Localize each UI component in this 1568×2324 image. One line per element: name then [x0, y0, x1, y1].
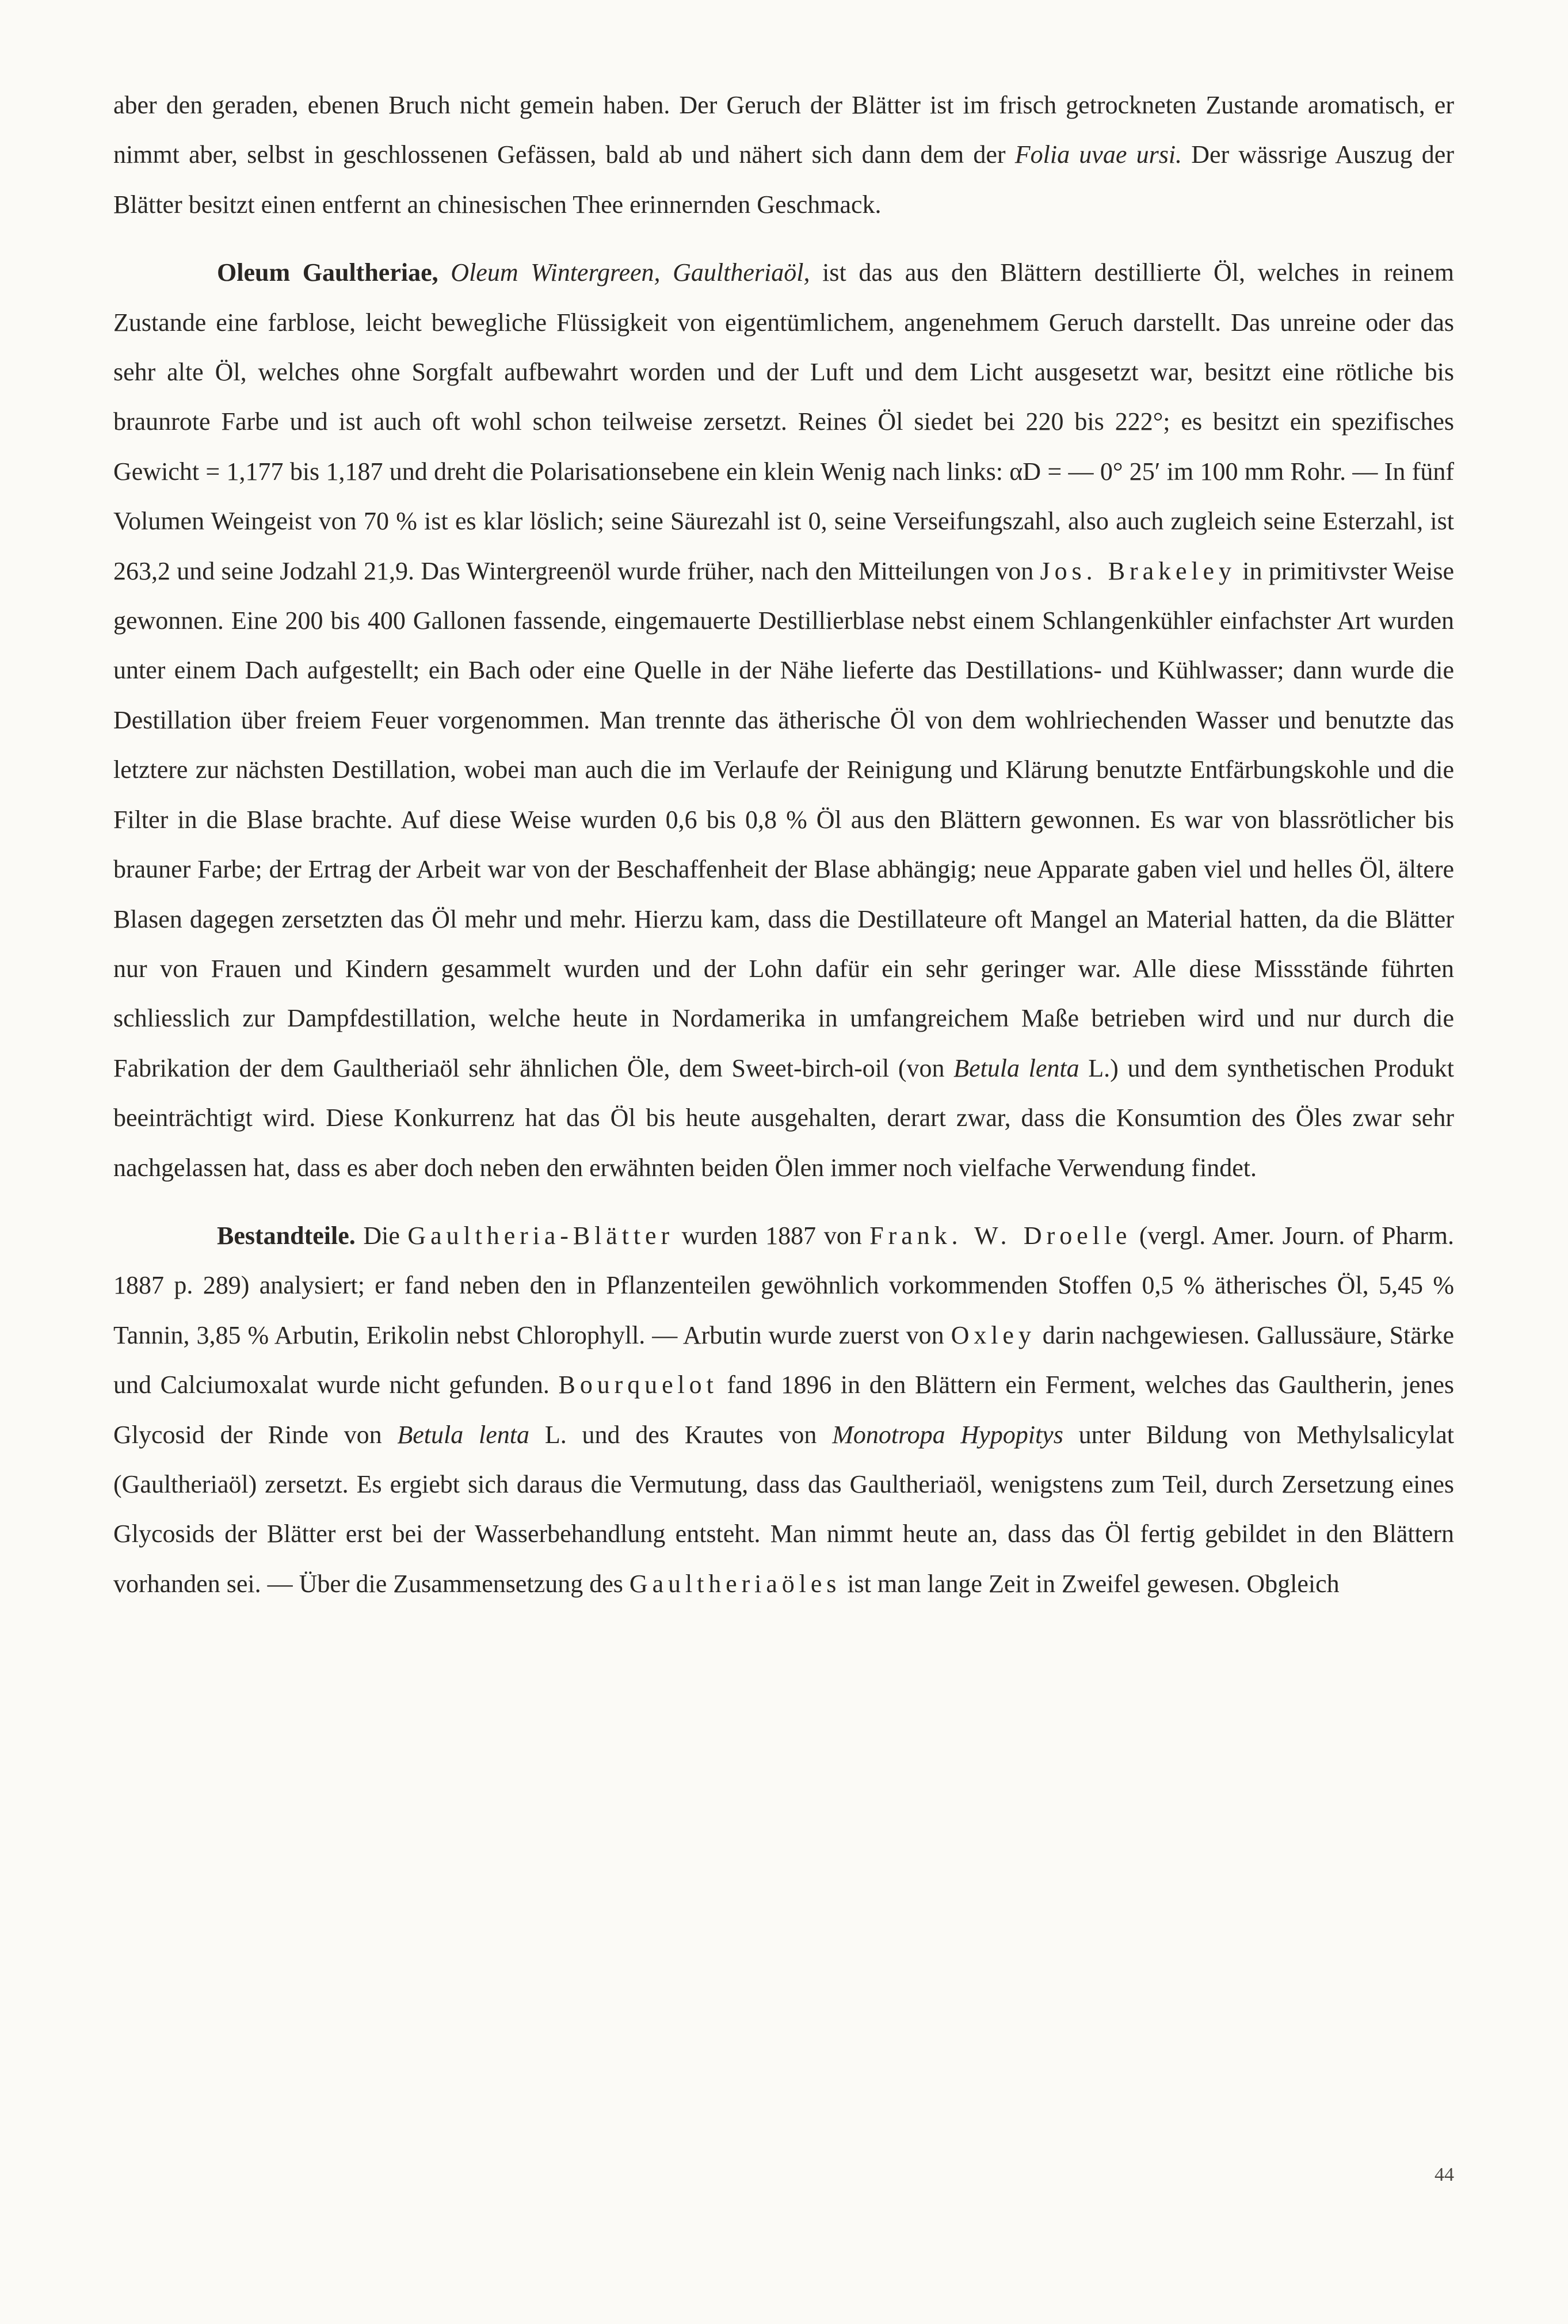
- text-segment: Gaultheriaöles: [629, 1569, 841, 1598]
- text-segment: Frank. W. Droelle: [869, 1221, 1132, 1250]
- text-segment: in primitivster Weise gewonnen. Eine 200 bis 400 Gallonen fassende, eingemauerte Destillierblase nebst einem Schlangenkühler einfachster Art wurden unter einem Dach aufgestellt; ein Bach oder eine Quelle in der Nähe lieferte das Destillations- und Kühlwasser; dann wurde die Destillation über freiem Feuer vorgenommen. Man trennte das ätherische Öl von dem wohlriechenden Wasser und benutzte das letztere zur nächsten Destillation, wobei man auch die im Verlaufe der Reinigung und Klärung benutzte Entfärbungskohle und die Filter in die Blase brachte. Auf diese Weise wurden 0,6 bis 0,8 % Öl aus den Blättern gewonnen. Es war von blassrötlicher bis brauner Farbe; der Ertrag der Arbeit war von der Beschaffenheit der Blase abhängig; neue Apparate gaben viel und helles Öl, ältere Blasen dagegen zersetzten das Öl mehr und mehr. Hierzu kam, dass die Destillateure oft Mangel an Material hatten, da die Blätter nur von Frauen und Kindern gesammelt wurden und der Lohn dafür ein sehr geringer war. Alle diese Missstände führten schliesslich zur Dampfdestillation, welche heute in Nordamerika in umfangreichem Maße betrieben wird und nur durch die Fabrikation der dem Gaultheriaöl sehr ähnlichen Öle, dem Sweet-birch-oil (von: [113, 556, 1454, 1082]
- text-segment: ist das aus den Blättern destillierte Öl, welches in reinem Zustande eine farblose, leicht bewegliche Flüssigkeit von eigentümlichem, angenehmem Geruch darstellt. Das unreine oder das sehr alte Öl, welches ohne Sorgfalt aufbewahrt worden und der Luft und dem Licht ausgesetzt war, besitzt eine rötliche bis braunrote Farbe und ist auch oft wohl schon teilweise zersetzt. Reines Öl siedet bei 220 bis 222°; es besitzt ein spezifisches Gewicht = 1,177 bis 1,187 und dreht die Polarisationsebene ein klein Wenig nach links: αD = — 0° 25′ im 100 mm Rohr. — In fünf Volumen Weingeist von 70 % ist es klar löslich; seine Säurezahl ist 0, seine Verseifungszahl, also auch zugleich seine Esterzahl, ist 263,2 und seine Jodzahl 21,9. Das Wintergreenöl wurde früher, nach den Mitteilungen von: [113, 258, 1455, 585]
- text-segment: Oleum Gaultheriae,: [217, 258, 438, 287]
- text-segment: wurden 1887 von: [674, 1221, 870, 1250]
- text-segment: Gaultheria-Blätter: [407, 1221, 674, 1250]
- text-segment: L. und des Krautes von: [529, 1420, 833, 1449]
- text-segment: Bourquelot: [558, 1371, 718, 1399]
- text-segment: Oleum Wintergreen, Gaultheriaöl,: [451, 258, 810, 287]
- text-segment: Oxley: [951, 1321, 1036, 1349]
- paragraph-bestandteile: [113, 1211, 1454, 1609]
- paragraph-oleum-gaultheriae: [113, 248, 1454, 1193]
- page-number: 44: [1435, 2164, 1454, 2185]
- text-segment: ist man lange Zeit in Zweifel gewesen. Obgleich: [841, 1569, 1340, 1598]
- text-segment: Monotropa Hypopitys: [832, 1420, 1063, 1449]
- text-segment: [438, 258, 451, 287]
- text-segment: Jos. Brakeley: [1040, 556, 1236, 585]
- paragraph-leaf-odor: [113, 81, 1454, 230]
- text-segment: Der wässrige Auszug der Blätter besitzt einen entfernt an chinesischen Thee erinnernden Geschmack.: [113, 140, 1454, 219]
- text-segment: Betula lenta: [397, 1420, 530, 1449]
- text-segment: Die: [355, 1221, 408, 1250]
- text-segment: L.) und dem synthetischen Produkt beeinträchtigt wird. Diese Konkurrenz hat das Öl bis heute ausgehalten, derart zwar, dass die Konsumtion des Öles zwar sehr nachgelassen hat, dass es aber doch neben den erwähnten beiden Ölen immer noch vielfache Verwendung findet.: [113, 1054, 1454, 1182]
- text-segment: darin nachgewiesen. Gallussäure, Stärke und Calciumoxalat wurde nicht gefunden.: [113, 1321, 1454, 1399]
- text-segment: Betula lenta: [953, 1054, 1079, 1082]
- text-segment: aber den geraden, ebenen Bruch nicht gemein haben. Der Geruch der Blätter ist im frisch getrockneten Zustande aromatisch, er nimmt aber, selbst in geschlossenen Gefässen, bald ab und nähert sich dann dem der: [113, 91, 1454, 169]
- text-segment: Bestandteile.: [217, 1221, 356, 1250]
- document-page: [113, 81, 1454, 1609]
- text-segment: (vergl. Amer. Journ. of Pharm. 1887 p. 289) analysiert; er fand neben den in Pflanzenteilen gewöhnlich vorkommenden Stoffen 0,5 % ätherisches Öl, 5,45 % Tannin, 3,85 % Arbutin, Erikolin nebst Chlorophyll. — Arbutin wurde zuerst von: [113, 1221, 1454, 1349]
- text-segment: fand 1896 in den Blättern ein Ferment, welches das Gaultherin, jenes Glycosid der Rinde von: [113, 1371, 1454, 1449]
- text-segment: unter Bildung von Methylsalicylat (Gaultheriaöl) zersetzt. Es ergiebt sich daraus die Vermutung, dass das Gaultheriaöl, wenigstens zum Teil, durch Zersetzung eines Glycosids der Blätter erst bei der Wasserbehandlung entsteht. Man nimmt heute an, dass das Öl fertig gebildet in den Blättern vorhanden sei. — Über die Zusammensetzung des: [113, 1420, 1454, 1598]
- text-segment: Folia uvae ursi.: [1014, 140, 1182, 169]
